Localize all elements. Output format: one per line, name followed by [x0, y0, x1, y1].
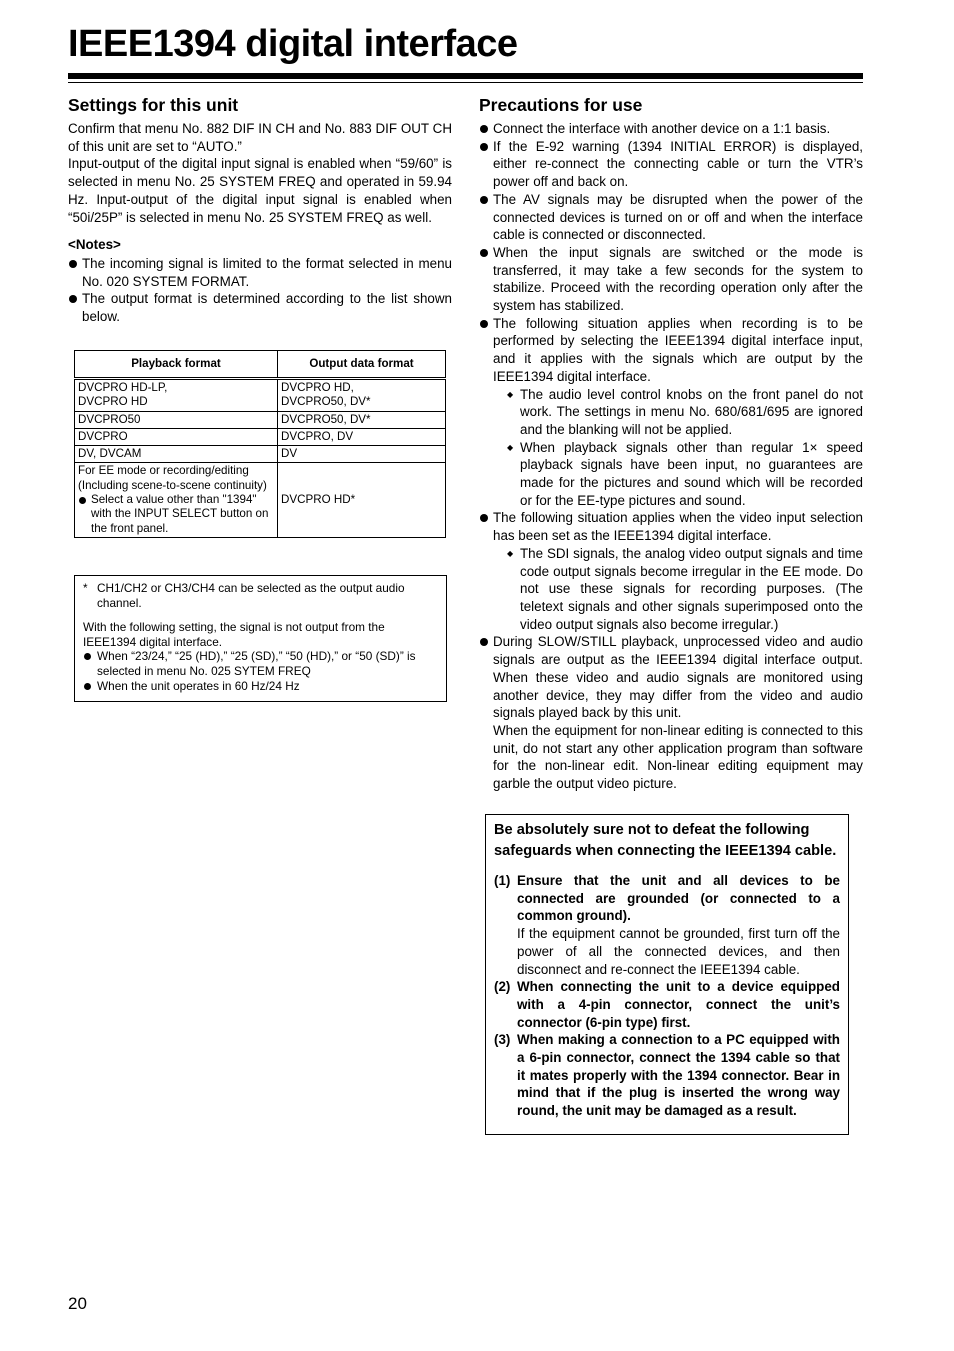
safeguard-item [494, 872, 840, 978]
safeguard-bold-text: When making a connection to a PC equipped with a 6-pin connector, connect the 1394 cable so that it mates properly with the 1394 connector. Bear in mind that if the plug is inserted the wrong way round, the unit may be damaged as a result. [517, 1032, 840, 1119]
page-title: IEEE1394 digital interface [68, 23, 518, 65]
no-output-condition: When “23/24,” “25 (HD),” “25 (SD),” “50 (HD),” or “50 (SD)” is selected in menu No. 025 SYTEM FREQ [83, 649, 439, 678]
safeguard-number: (2) [494, 979, 511, 995]
ee-mode-text: For EE mode or recording/editing (Including scene-to-scene continuity) [78, 464, 267, 492]
safeguard-item [494, 978, 840, 1031]
cell-output: DVCPRO, DV [278, 428, 446, 445]
no-output-condition: When the unit operates in 60 Hz/24 Hz [83, 679, 439, 694]
safeguard-number: (3) [494, 1032, 511, 1048]
note-item: The incoming signal is limited to the format selected in menu No. 020 SYSTEM FORMAT. [68, 255, 452, 290]
table-header-row [75, 351, 446, 379]
title-rule-thick [68, 73, 863, 79]
cell-playback: DVCPRO [75, 428, 278, 445]
precaution-item: The following situation applies when recording is to be performed by selecting the IEEE1394 digital interface input, and it applies with the signals which are output by the IEEE1394 digital interface. [479, 315, 863, 386]
safeguard-detail-text: If the equipment cannot be grounded, first turn off the power of all the connected devices, and then disconnect and re-connect the IEEE1394 cable. [517, 926, 840, 977]
precautions-section [479, 94, 863, 793]
precaution-item-slow-still [479, 633, 863, 792]
safeguards-heading: Be absolutely sure not to defeat the following safeguards when connecting the IEEE1394 cable. [494, 822, 837, 859]
settings-section [68, 94, 452, 326]
safeguards-box [485, 814, 849, 1135]
settings-heading: Settings for this unit [68, 95, 239, 115]
cell-playback: DVCPRO HD-LP, DVCPRO HD [75, 379, 278, 412]
nonlinear-editing-text: When the equipment for non-linear editing is connected to this unit, do not start any other application program than software for the non-linear edit. Non-linear editing equipment may garble the output video picture. [493, 722, 863, 792]
precaution-item: Connect the interface with another device on a 1:1 basis. [479, 120, 863, 138]
ee-mode-bullet: Select a value other than "1394" with the INPUT SELECT button on the front panel. [78, 493, 274, 536]
settings-para-2: Input-output of the digital input signal is enabled when “59/60” is selected in menu No. 25 SYSTEM FREQ and operated in 59.94 Hz. Input-output of the digital input signal is enabled when “50i/25P” is selected in menu No. 25 SYSTEM FREQ as well. [68, 156, 452, 225]
format-table [74, 350, 446, 538]
cell-output: DVCPRO HD, DVCPRO50, DV* [278, 379, 446, 412]
precautions-heading: Precautions for use [479, 95, 643, 115]
asterisk-note [83, 581, 439, 610]
precaution-item: The following situation applies when the video input selection has been set as the IEEE1394 digital interface. [479, 509, 863, 544]
header-output-data-format: Output data format [278, 351, 446, 379]
safeguard-number: (1) [494, 873, 511, 888]
cell-output: DVCPRO50, DV* [278, 411, 446, 428]
precaution-subitem: ◆ The audio level control knobs on the front panel do not work. The settings in menu No. 680/681/695 are ignored and the blanking will not be applied. [506, 386, 863, 439]
table-row [75, 463, 446, 537]
asterisk-mark: * [83, 581, 88, 595]
notes-heading: <Notes> [68, 237, 121, 253]
precaution-item: If the E-92 warning (1394 INITIAL ERROR) is displayed, either re-connect the connecting cable or turn the VTR’s power off and back on. [479, 138, 863, 191]
output-note-box [74, 575, 447, 702]
precautions-list-3 [479, 633, 863, 792]
table-row [75, 428, 446, 445]
precaution-item: The AV signals may be disrupted when the power of the connected devices is turned on or off and when the interface cable is connected or disconnected. [479, 191, 863, 244]
title-rule-thin [68, 82, 863, 83]
table-row [75, 446, 446, 463]
precaution-subitem: ◆ When playback signals other than regular 1× speed playback signals have been input, no guarantees are made for the pictures and sound which will be recorded or for the EE-type pictures and sound. [506, 439, 863, 510]
page-number: 20 [68, 1294, 87, 1313]
precaution-item: When the input signals are switched or the mode is transferred, it may take a few seconds for the system to stabilize. Proceed with the recording operation only after the system has stabilized. [479, 244, 863, 315]
cell-playback: DV, DVCAM [75, 446, 278, 463]
cell-output-ee: DVCPRO HD* [278, 463, 446, 537]
table-row [75, 411, 446, 428]
table-row [75, 379, 446, 412]
cell-output: DV [278, 446, 446, 463]
precautions-list-2 [479, 509, 863, 544]
safeguard-item [494, 1031, 840, 1120]
no-output-note: With the following setting, the signal is not output from the IEEE1394 digital interface. [83, 620, 385, 649]
header-playback-format: Playback format [75, 351, 278, 379]
slow-still-text: During SLOW/STILL playback, unprocessed video and audio signals are output as the IEEE1394 digital interface output. When these video and audio signals are monitored using another device, they may differ from the video and audio signals played back by this unit. [493, 634, 863, 721]
precaution-sublist-2 [479, 545, 863, 634]
safeguard-bold-text: When connecting the unit to a device equipped with a 4-pin connector, connect the unit’s connector (6-pin type) first. [517, 979, 840, 1030]
settings-para-1: Confirm that menu No. 882 DIF IN CH and No. 883 DIF OUT CH of this unit are set to “AUTO.” [68, 121, 452, 154]
precaution-subitem: ◆ The SDI signals, the analog video output signals and time code output signals become irregular in the EE mode. Do not use these signals for recording purposes. (The teletext signals and other signals superimposed onto the video output signals also become irregular.) [506, 545, 863, 634]
safeguards-list [494, 872, 840, 1120]
precautions-list [479, 120, 863, 386]
cell-playback-ee [75, 463, 278, 537]
notes-list [68, 255, 452, 326]
asterisk-note-text: CH1/CH2 or CH3/CH4 can be selected as the output audio channel. [97, 581, 405, 610]
cell-playback: DVCPRO50 [75, 411, 278, 428]
safeguard-bold-text: Ensure that the unit and all devices to be connected are grounded (or connected to a common ground). [517, 873, 840, 924]
precaution-sublist [479, 386, 863, 510]
note-item: The output format is determined according to the list shown below. [68, 290, 452, 325]
